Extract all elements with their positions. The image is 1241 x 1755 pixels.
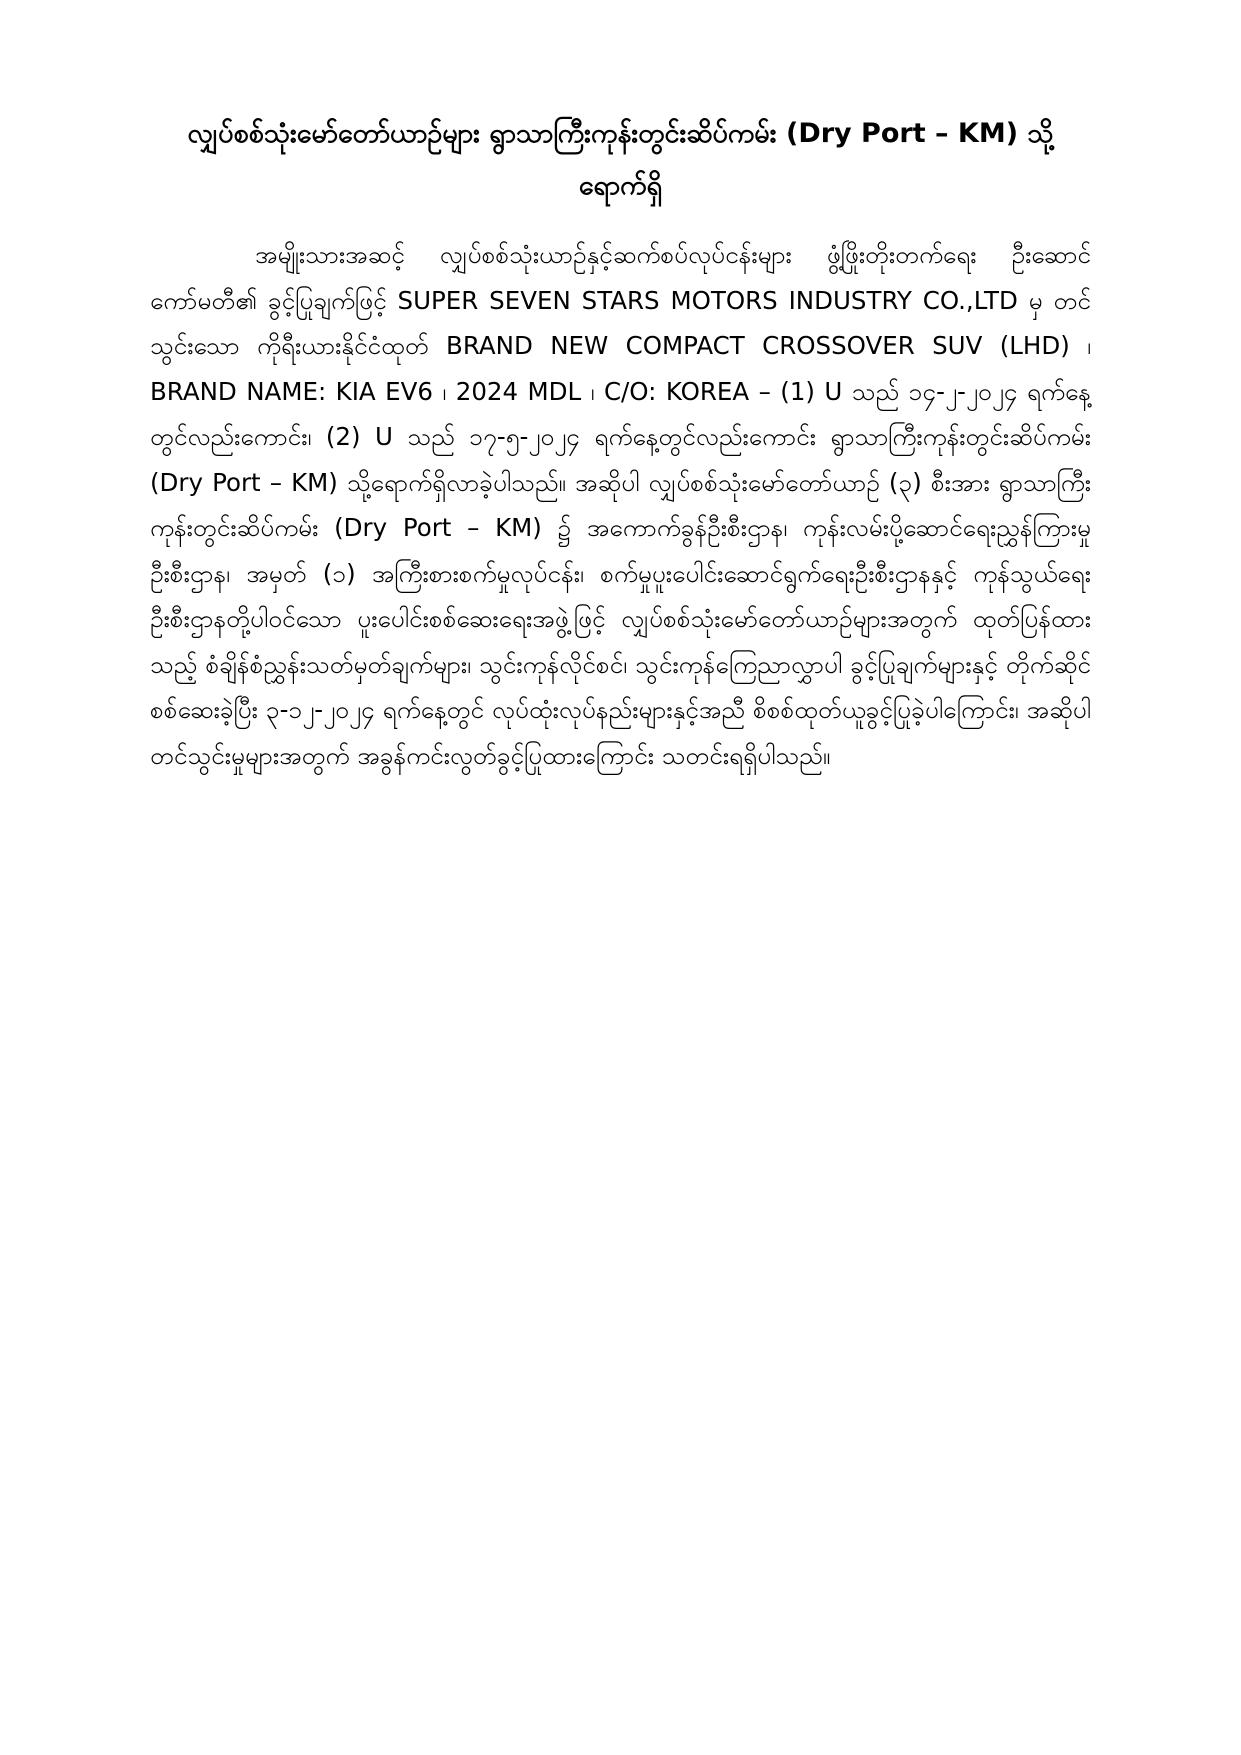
document-content [150, 108, 1091, 778]
document-title: လျှပ်စစ်သုံးမော်တော်ယာဉ်များ ရွာသာကြီးကုန်းတွင်းဆိပ်ကမ်း (Dry Port – KM) သို့ ရောက်ရှိ [187, 118, 1054, 201]
body-paragraph: အမျိုးသားအဆင့် လျှပ်စစ်သုံးယာဉ်နှင့်ဆက်စပ်လုပ်ငန်းများ ဖွံ့ဖြိုးတိုးတက်ရေး ဦးဆောင်ကော်မတီ၏ ခွင့်ပြုချက်ဖြင့် SUPER SEVEN STARS MOTORS INDUSTRY CO.,LTD မှ တင်သွင်းသော ကိုရီးယားနိုင်ငံထုတ် BRAND NEW COMPACT CROSSOVER SUV (LHD) ၊ BRAND NAME: KIA EV6 ၊ 2024 MDL ၊ C/O: KOREA – (1) U သည် ၁၄-၂-၂၀၂၄ ရက်နေ့တွင်လည်းကောင်း၊ (2) U သည် ၁၇-၅-၂၀၂၄ ရက်နေ့တွင်လည်းကောင်း ရွာသာကြီးကုန်းတွင်းဆိပ်ကမ်း (Dry Port – KM) သို့ရောက်ရှိလာခဲ့ပါသည်။ အဆိုပါ လျှပ်စစ်သုံးမော်တော်ယာဉ် (၃) စီးအား ရွာသာကြီးကုန်းတွင်းဆိပ်ကမ်း (Dry Port – KM) ၌ အကောက်ခွန်ဦးစီးဌာန၊ ကုန်းလမ်းပို့ဆောင်ရေးညွှန်ကြားမှုဦးစီးဌာန၊ အမှတ် (၁) အကြီးစားစက်မှုလုပ်ငန်း၊ စက်မှုပူးပေါင်းဆောင်ရွက်ရေးဦးစီးဌာနနှင့် ကုန်သွယ်ရေးဦးစီးဌာနတို့ပါဝင်သော ပူးပေါင်းစစ်ဆေးရေးအဖွဲ့ဖြင့် လျှပ်စစ်သုံးမော်တော်ယာဉ်များအတွက် ထုတ်ပြန်ထားသည့် စံချိန်စံညွှန်းသတ်မှတ်ချက်များ၊ သွင်းကုန်လိုင်စင်၊ သွင်းကုန်ကြေညာလွှာပါ ခွင့်ပြုချက်များနှင့် တိုက်ဆိုင်စစ်ဆေးခဲ့ပြီး ၃-၁၂-၂၀၂၄ ရက်နေ့တွင် လုပ်ထုံးလုပ်နည်းများနှင့်အညီ စိစစ်ထုတ်ယူခွင့်ပြုခဲ့ပါကြောင်း၊ အဆိုပါ တင်သွင်းမှုများအတွက် အခွန်ကင်းလွတ်ခွင့်ပြုထားကြောင်း သတင်းရရှိပါသည်။ [150, 240, 1091, 770]
